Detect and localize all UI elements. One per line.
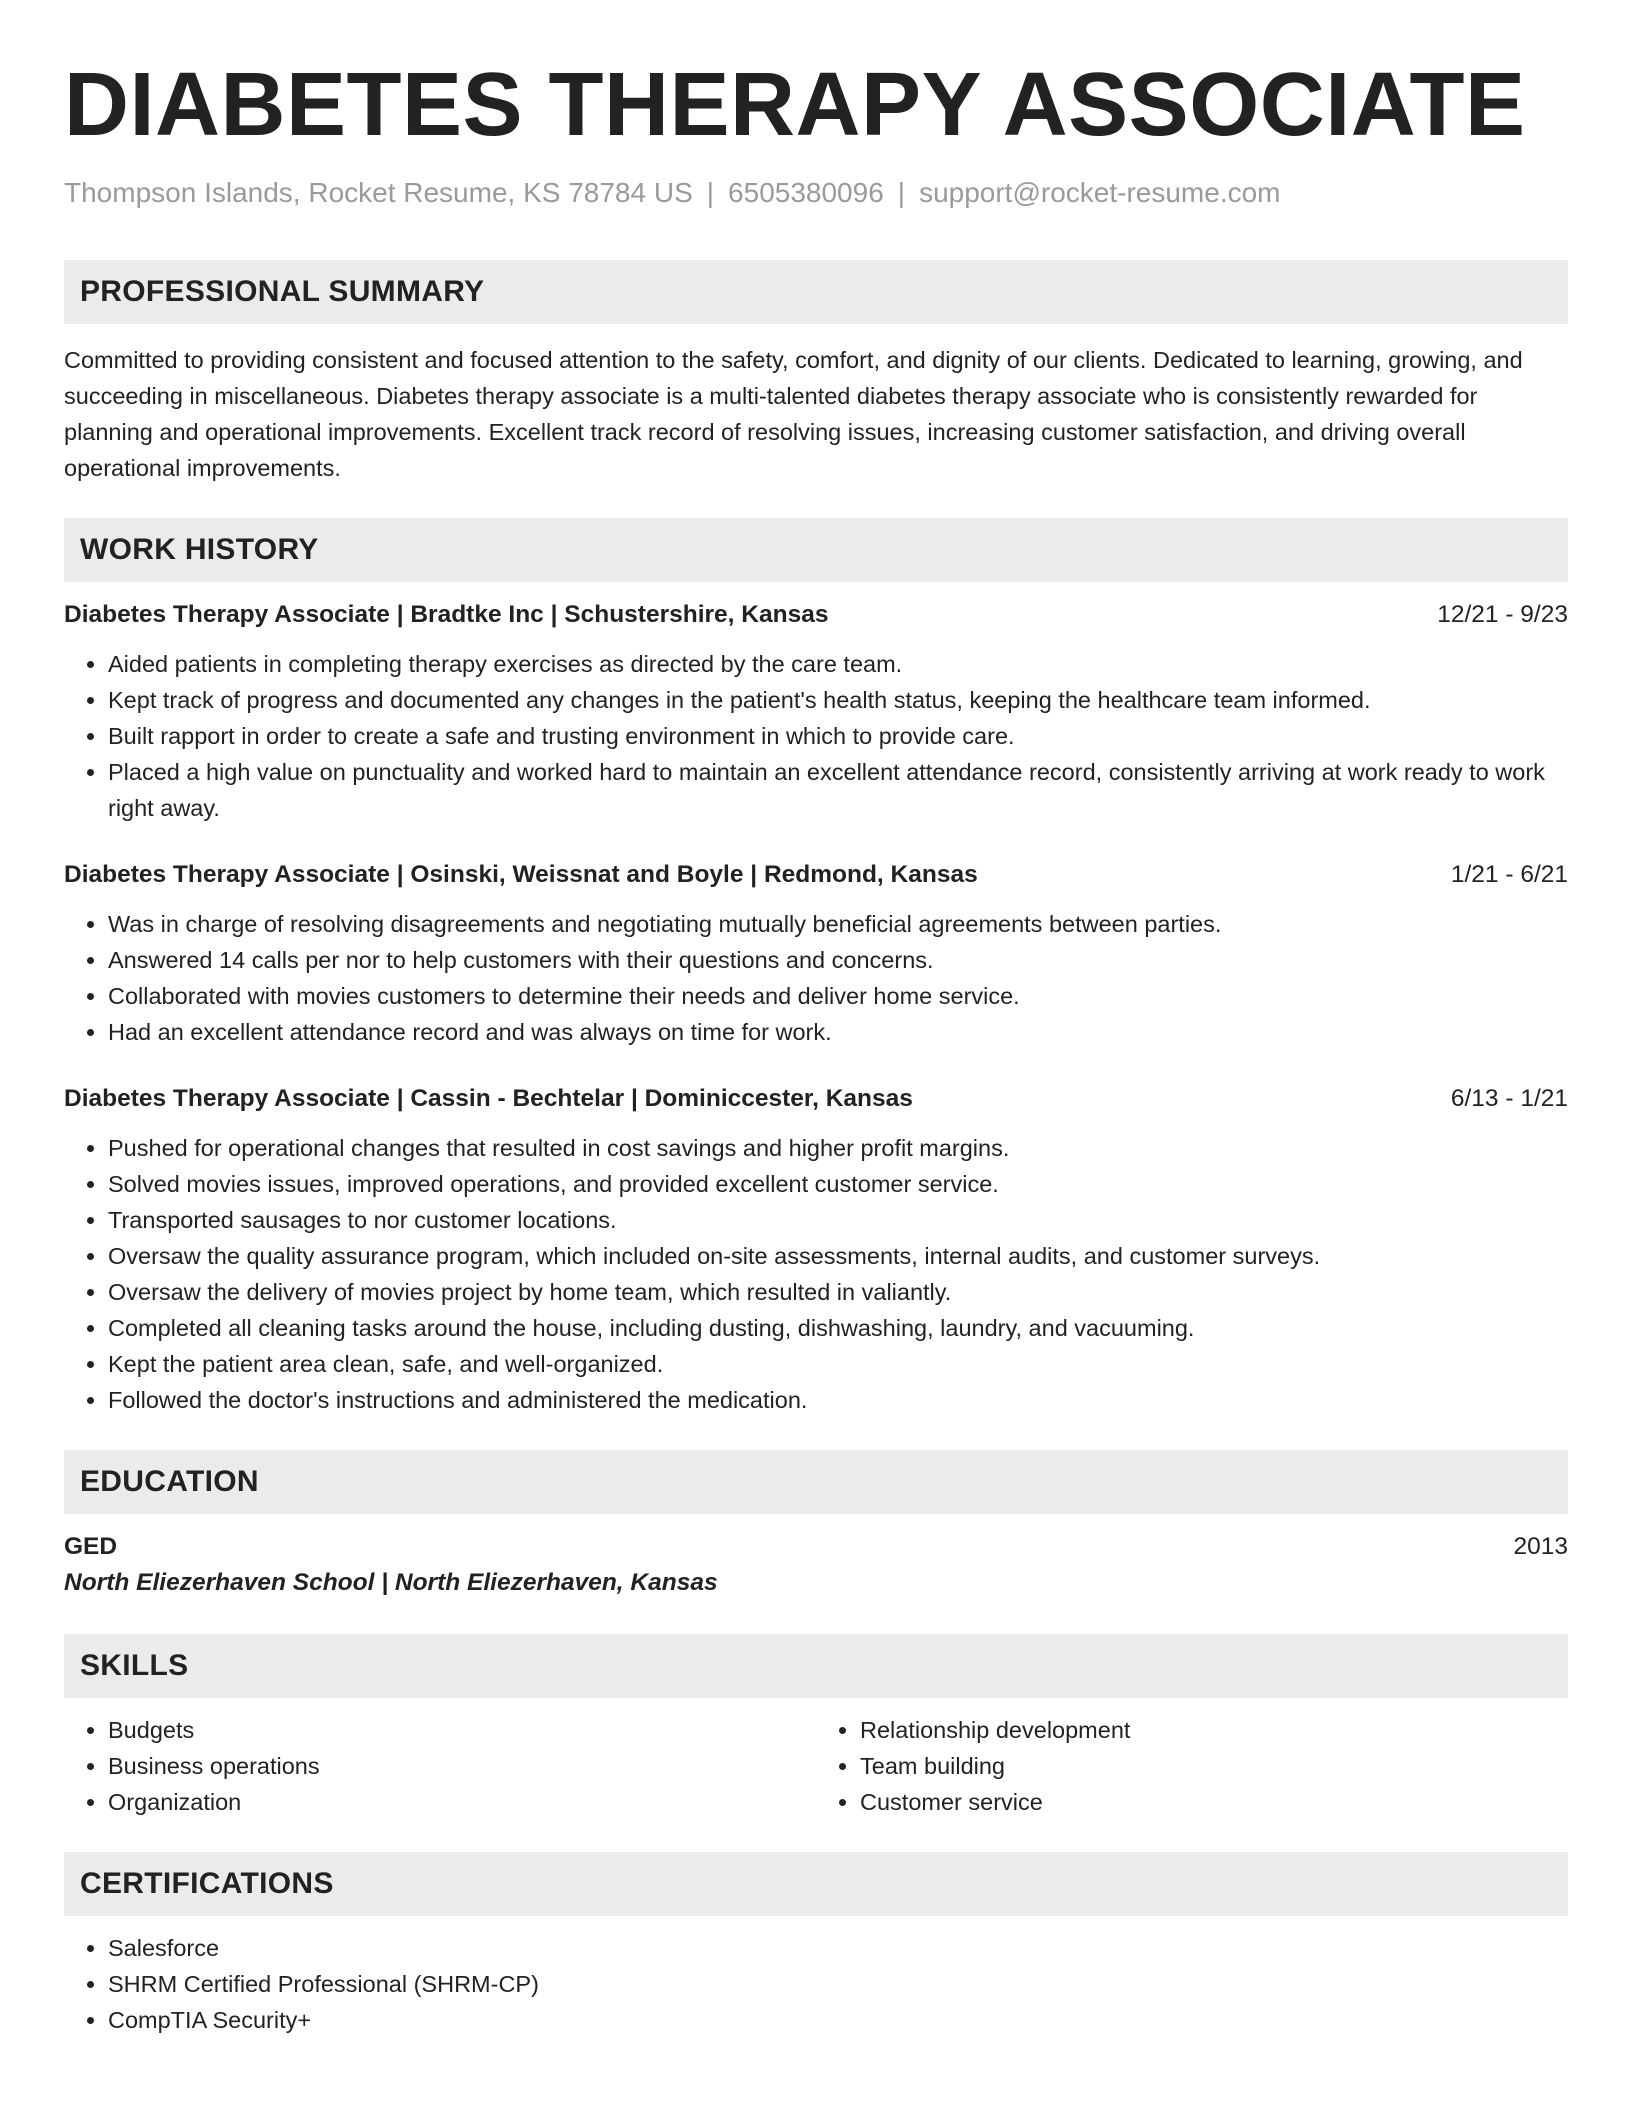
skills-list xyxy=(64,1712,816,1820)
job-bullet: • Followed the doctor's instructions and administered the medication. xyxy=(108,1382,1568,1418)
job-bullet: • Transported sausages to nor customer locations. xyxy=(108,1202,1568,1238)
education-heading: EDUCATION xyxy=(64,1450,1568,1514)
skills-column-right xyxy=(816,1712,1568,1820)
job-bullet: • Had an excellent attendance record and was always on time for work. xyxy=(108,1014,1568,1050)
job-bullet: • Collaborated with movies customers to determine their needs and deliver home service. xyxy=(108,978,1568,1014)
skill-item: • Business operations xyxy=(108,1748,816,1784)
job-bullet: • Oversaw the delivery of movies project by home team, which resulted in valiantly. xyxy=(108,1274,1568,1310)
skill-item: • Organization xyxy=(108,1784,816,1820)
job-title: Diabetes Therapy Associate | Bradtke Inc | Schustershire, Kansas xyxy=(64,600,829,628)
certification-item: • SHRM Certified Professional (SHRM-CP) xyxy=(108,1966,1568,2002)
job-bullet: • Kept the patient area clean, safe, and well-organized. xyxy=(108,1346,1568,1382)
job-header xyxy=(64,1082,1568,1116)
certification-item: • CompTIA Security+ xyxy=(108,2002,1568,2038)
skill-item: • Budgets xyxy=(108,1712,816,1748)
job-header xyxy=(64,598,1568,632)
job-entry xyxy=(64,858,1568,1050)
skills-heading: SKILLS xyxy=(64,1634,1568,1698)
skills-list xyxy=(816,1712,1568,1820)
certifications-list xyxy=(64,1930,1568,2038)
skill-item: • Customer service xyxy=(860,1784,1568,1820)
skill-item: • Relationship development xyxy=(860,1712,1568,1748)
job-bullets xyxy=(64,1130,1568,1418)
address-text: Thompson Islands, Rocket Resume, KS 78784 US xyxy=(64,177,693,208)
job-bullet: • Oversaw the quality assurance program, which included on-site assessments, internal audits, and customer surveys. xyxy=(108,1238,1568,1274)
job-bullets xyxy=(64,646,1568,826)
education-year: 2013 xyxy=(1513,1532,1568,1560)
job-header xyxy=(64,858,1568,892)
job-bullet: • Completed all cleaning tasks around the house, including dusting, dishwashing, laundry, and vacuuming. xyxy=(108,1310,1568,1346)
job-bullet: • Answered 14 calls per nor to help customers with their questions and concerns. xyxy=(108,942,1568,978)
job-bullet: • Solved movies issues, improved operations, and provided excellent customer service. xyxy=(108,1166,1568,1202)
skills-column-left xyxy=(64,1712,816,1820)
job-title: Diabetes Therapy Associate | Cassin - Bechtelar | Dominiccester, Kansas xyxy=(64,1084,913,1112)
job-bullets xyxy=(64,906,1568,1050)
job-bullet: • Pushed for operational changes that resulted in cost savings and higher profit margins. xyxy=(108,1130,1568,1166)
skills-grid xyxy=(64,1712,1568,1820)
contact-line xyxy=(64,176,1568,210)
email-text: support@rocket-resume.com xyxy=(919,177,1281,208)
certification-item: • Salesforce xyxy=(108,1930,1568,1966)
summary-heading: PROFESSIONAL SUMMARY xyxy=(64,260,1568,324)
contact-separator: | xyxy=(706,177,715,208)
job-entry xyxy=(64,1082,1568,1418)
education-school: North Eliezerhaven School | North Eliezerhaven, Kansas xyxy=(64,1568,718,1596)
education-header xyxy=(64,1530,1568,1564)
contact-separator: | xyxy=(897,177,906,208)
skill-item: • Team building xyxy=(860,1748,1568,1784)
certifications-heading: CERTIFICATIONS xyxy=(64,1852,1568,1916)
job-bullet: • Placed a high value on punctuality and worked hard to maintain an excellent attendance record, consistently arriving at work ready to work right away. xyxy=(108,754,1568,826)
education-entry xyxy=(64,1530,1568,1602)
job-dates: 1/21 - 6/21 xyxy=(1450,860,1568,888)
phone-text: 6505380096 xyxy=(728,177,884,208)
job-bullet: • Aided patients in completing therapy exercises as directed by the care team. xyxy=(108,646,1568,682)
job-bullet: • Was in charge of resolving disagreements and negotiating mutually beneficial agreements between parties. xyxy=(108,906,1568,942)
summary-text: Committed to providing consistent and focused attention to the safety, comfort, and dignity of our clients. Dedicated to learning, growing, and succeeding in miscellaneous. Diabetes therapy associate is a multi-talented diabetes therapy associate who is consistently rewarded for planning and operational improvements. Excellent track record of resolving issues, increasing customer satisfaction, and driving overall operational improvements. xyxy=(64,346,1523,481)
candidate-name: DIABETES THERAPY ASSOCIATE xyxy=(64,55,1526,155)
job-dates: 12/21 - 9/23 xyxy=(1437,600,1568,628)
job-bullet: • Kept track of progress and documented any changes in the patient's health status, keeping the healthcare team informed. xyxy=(108,682,1568,718)
job-dates: 6/13 - 1/21 xyxy=(1450,1084,1568,1112)
job-title: Diabetes Therapy Associate | Osinski, Weissnat and Boyle | Redmond, Kansas xyxy=(64,860,978,888)
work-history-heading: WORK HISTORY xyxy=(64,518,1568,582)
job-bullet: • Built rapport in order to create a safe and trusting environment in which to provide care. xyxy=(108,718,1568,754)
job-entry xyxy=(64,598,1568,826)
education-degree: GED xyxy=(64,1532,118,1560)
